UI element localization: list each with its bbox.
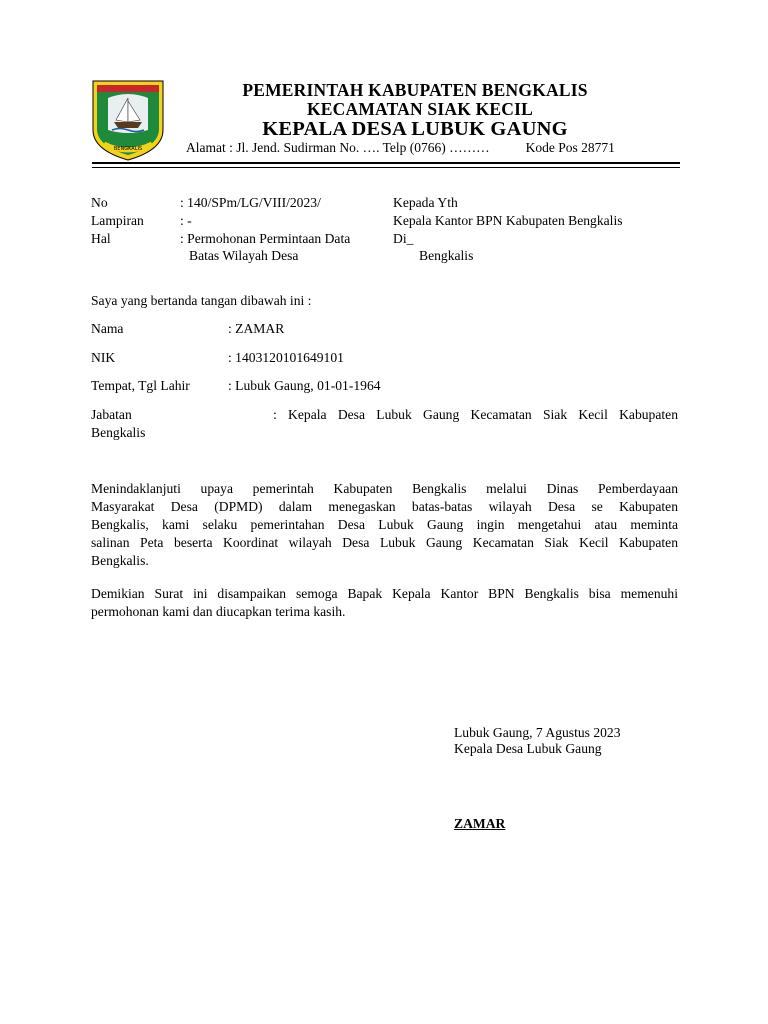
recipient-city: Bengkalis <box>419 248 474 263</box>
jabatan-value: : Kepala Desa Lubuk Gaung Kecamatan Siak Kecil Kabupaten <box>273 407 678 422</box>
ttl-label: Tempat, Tgl Lahir <box>91 378 190 393</box>
body-para2-line2: permohonan kami dan diucapkan terima kasih. <box>91 604 346 619</box>
lampiran-label: Lampiran <box>91 213 144 228</box>
letterhead-rule-thick <box>92 162 680 164</box>
svg-text:BENGKALIS: BENGKALIS <box>113 146 143 152</box>
body-para1-line1: Menindaklanjuti upaya pemerintah Kabupaten Bengkalis melalui Dinas Pemberdayaan <box>91 481 678 496</box>
nama-label: Nama <box>91 321 124 336</box>
jabatan-continued: Bengkalis <box>91 425 146 440</box>
lampiran-value: : - <box>180 213 192 228</box>
signature-title: Kepala Desa Lubuk Gaung <box>454 741 602 756</box>
recipient-di: Di_ <box>393 231 414 246</box>
ttl-value: : Lubuk Gaung, 01-01-1964 <box>228 378 381 393</box>
body-para1-line2: Masyarakat Desa (DPMD) dalam menegaskan batas-batas wilayah Desa se Kabupaten <box>91 499 678 514</box>
hal-value-line2: Batas Wilayah Desa <box>189 248 299 263</box>
jabatan-label: Jabatan <box>91 407 132 422</box>
body-para1-line3: Bengkalis, kami selaku pemerintahan Desa Lubuk Gaung ingin mengetahui atau meminta <box>91 517 678 532</box>
signature-place-date: Lubuk Gaung, 7 Agustus 2023 <box>454 725 621 740</box>
no-label: No <box>91 195 108 210</box>
letterhead-office: KEPALA DESA LUBUK GAUNG <box>262 118 568 140</box>
recipient-name: Kepala Kantor BPN Kabupaten Bengkalis <box>393 213 623 228</box>
hal-value-line1: : Permohonan Permintaan Data <box>180 231 351 246</box>
recipient-greeting: Kepada Yth <box>393 195 458 210</box>
address-text: Alamat : Jl. Jend. Sudirman No. …. Telp (0766) ……… <box>186 140 490 155</box>
postcode-text: Kode Pos 28771 <box>525 140 615 155</box>
no-value: : 140/SPm/LG/VIII/2023/ <box>180 195 321 210</box>
nik-label: NIK <box>91 350 116 365</box>
letterhead-rule-thin <box>92 167 680 168</box>
letterhead-district: KECAMATAN SIAK KECIL <box>306 99 533 119</box>
nama-value: : ZAMAR <box>228 321 285 336</box>
body-para1-line4: salinan Peta beserta Koordinat wilayah Desa Lubuk Gaung Kecamatan Siak Kecil Kabupaten <box>91 535 678 550</box>
intro-text: Saya yang bertanda tangan dibawah ini : <box>91 293 312 308</box>
body-para2-line1: Demikian Surat ini disampaikan semoga Bapak Kepala Kantor BPN Bengkalis bisa memenuhi <box>91 586 678 601</box>
body-para1-line5: Bengkalis. <box>91 553 149 568</box>
hal-label: Hal <box>91 231 111 246</box>
letterhead-address <box>186 140 615 156</box>
nik-value: : 1403120101649101 <box>228 350 344 365</box>
signature-name: ZAMAR <box>454 816 506 831</box>
letterhead-government: PEMERINTAH KABUPATEN BENGKALIS <box>242 80 588 100</box>
